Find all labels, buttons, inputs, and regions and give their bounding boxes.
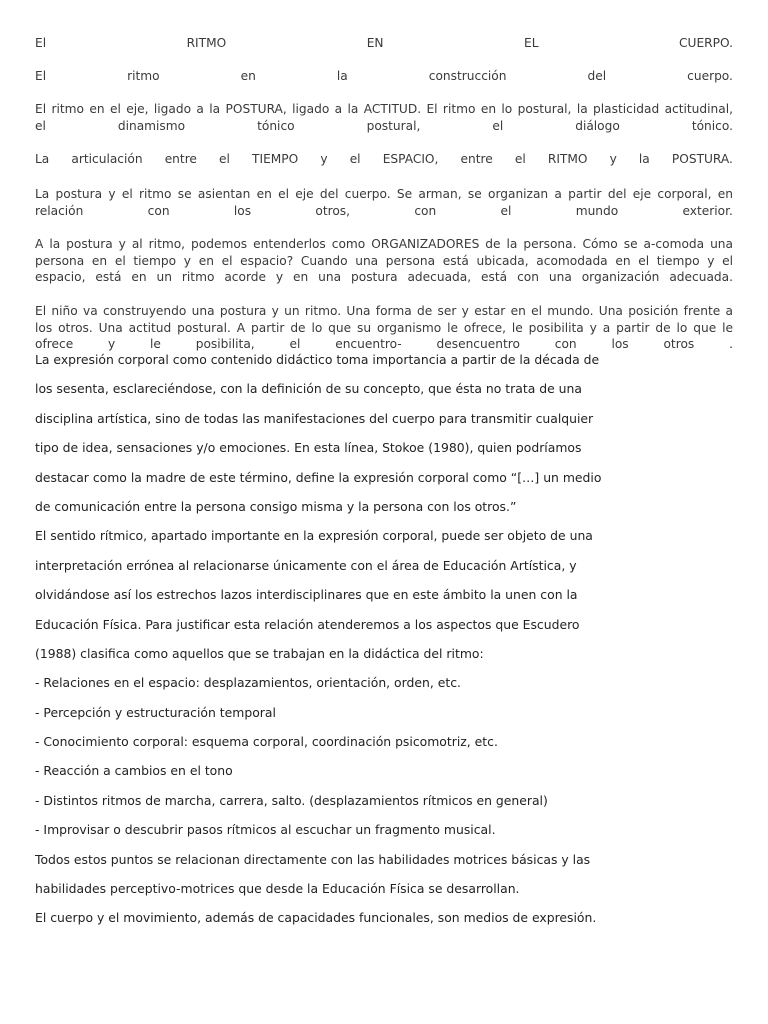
expresion-corporal-line: (1988) clasifica como aquellos que se trabajan en la didáctica del ritmo: [35, 645, 484, 661]
paragraph-articulacion-word: ESPACIO, [382, 152, 439, 166]
paragraph-nino-line-3 [35, 336, 733, 353]
paragraph-nino-line-3-word: posibilita, [195, 337, 255, 351]
expresion-corporal-line: disciplina artística, sino de todas las manifestaciones del cuerpo para transmitir cualquier [35, 410, 594, 426]
paragraph-eje [35, 101, 733, 134]
paragraph-nino-line-3-word: y [108, 337, 116, 351]
subtitle-ritmo-construccion-word: construcción [428, 69, 507, 83]
paragraph-articulacion-word: el [219, 152, 230, 166]
paragraph-postura-line-2-word: relación [35, 203, 84, 218]
paragraph-nino-line-3-word: con [554, 337, 577, 351]
document-title-word: EL [524, 36, 539, 50]
expresion-corporal-line: Educación Física. Para justificar esta relación atenderemos a los aspectos que Escudero [35, 616, 580, 632]
paragraph-articulacion-word: entre [460, 152, 493, 166]
subtitle-ritmo-construccion-word: El [35, 69, 47, 83]
expresion-corporal-line: olvidándose así los estrechos lazos interdisciplinares que en este ámbito la unen con la [35, 587, 578, 603]
document-title-word: CUERPO. [679, 36, 733, 50]
expresion-corporal-line: habilidades perceptivo-motrices que desde la Educación Física se desarrollan. [35, 881, 520, 897]
paragraph-nino-line-3-word: le [150, 337, 161, 351]
paragraph-postura [35, 186, 733, 219]
paragraph-nino [35, 303, 733, 353]
expresion-corporal-line: Todos estos puntos se relacionan directamente con las habilidades motrices básicas y las [35, 851, 591, 867]
section-expresion-corporal [35, 352, 675, 940]
paragraph-nino-line-3-word: otros [663, 337, 695, 351]
expresion-corporal-line: - Distintos ritmos de marcha, carrera, salto. (desplazamientos rítmicos en general) [35, 792, 548, 808]
paragraph-organizadores-line-3: espacio, está en un ritmo acorde y en una postura adecuada, está con una organización adecuada. [35, 270, 733, 284]
subtitle-ritmo-construccion-word: ritmo [127, 69, 160, 83]
paragraph-eje-line-2-word: el [492, 118, 504, 133]
expresion-corporal-line: El cuerpo y el movimiento, además de capacidades funcionales, son medios de expresión. [35, 910, 597, 926]
paragraph-postura-line-2-word: otros, [315, 203, 351, 218]
paragraph-eje-line-2-word: postural, [366, 118, 421, 133]
subtitle-ritmo-construccion-word: cuerpo. [687, 69, 733, 83]
paragraph-eje-line-1: El ritmo en el eje, ligado a la POSTURA, ligado a la ACTITUD. El ritmo en lo postural, la plasticidad actitudinal, [35, 102, 733, 116]
paragraph-nino-line-2: los otros. Una actitud postural. A partir de lo que su organismo le ofrece, le posibilita y a partir de lo que le [35, 320, 733, 335]
paragraph-articulacion-word: entre [164, 152, 197, 166]
paragraph-eje-line-2 [35, 118, 733, 135]
paragraph-postura-line-2-word: con [147, 203, 170, 218]
paragraph-articulacion-word: y [609, 152, 617, 166]
paragraph-eje-line-2-word: tónico [257, 118, 295, 133]
paragraph-articulacion [35, 151, 733, 168]
paragraph-eje-line-2-word: tónico. [691, 118, 733, 133]
paragraph-nino-line-1: El niño va construyendo una postura y un ritmo. Una forma de ser y estar en el mundo. Una posición frente a [35, 304, 733, 318]
subtitle-ritmo-construccion-word: en [240, 69, 256, 83]
paragraph-articulacion-word: la [638, 152, 650, 166]
paragraph-organizadores [35, 236, 733, 286]
paragraph-articulacion-word: articulación [71, 152, 143, 166]
paragraph-articulacion-word: TIEMPO [252, 152, 299, 166]
paragraph-organizadores-line-1: A la postura y al ritmo, podemos entenderlos como ORGANIZADORES de la persona. Cómo se a-comoda una [35, 237, 733, 251]
document-title-word: El [35, 36, 47, 50]
expresion-corporal-line: destacar como la madre de este término, define la expresión corporal como “[…] un medio [35, 469, 602, 485]
paragraph-nino-line-3-word: los [611, 337, 629, 351]
subtitle-ritmo-construccion-word: del [587, 69, 607, 83]
paragraph-postura-line-2 [35, 203, 733, 220]
paragraph-articulacion-word: y [320, 152, 328, 166]
paragraph-articulacion-word: RITMO [547, 152, 588, 166]
expresion-corporal-line: - Reacción a cambios en el tono [35, 763, 233, 779]
expresion-corporal-line: tipo de idea, sensaciones y/o emociones. En esta línea, Stokoe (1980), quien podríamos [35, 440, 582, 456]
subtitle-ritmo-construccion [35, 68, 733, 85]
paragraph-postura-line-2-word: con [414, 203, 437, 218]
paragraph-nino-line-3-word: desencuentro [436, 337, 520, 351]
paragraph-articulacion-word: el [514, 152, 526, 166]
expresion-corporal-line: de comunicación entre la persona consigo misma y la persona con los otros.” [35, 498, 517, 514]
expresion-corporal-line: La expresión corporal como contenido didáctico toma importancia a partir de la década de [35, 352, 600, 367]
paragraph-nino-line-3-word: . [729, 337, 733, 351]
paragraph-nino-line-3-word: el [289, 337, 301, 351]
paragraph-postura-line-1: La postura y el ritmo se asientan en el eje del cuerpo. Se arman, se organizan a partir del eje corporal, en [35, 187, 733, 201]
paragraph-nino-line-3-word: encuentro- [335, 337, 402, 351]
expresion-corporal-line: - Improvisar o descubrir pasos rítmicos al escuchar un fragmento musical. [35, 822, 496, 838]
expresion-corporal-line: - Relaciones en el espacio: desplazamientos, orientación, orden, etc. [35, 675, 461, 691]
paragraph-eje-line-2-word: diálogo [575, 118, 620, 133]
paragraph-articulacion-word: el [349, 152, 361, 166]
paragraph-postura-line-2-word: los [233, 203, 252, 218]
paragraph-postura-line-2-word: exterior. [682, 203, 733, 218]
paragraph-articulacion-word: La [35, 152, 50, 166]
paragraph-postura-line-2-word: mundo [575, 203, 619, 218]
expresion-corporal-line: los sesenta, esclareciéndose, con la definición de su concepto, que ésta no trata de una [35, 381, 582, 397]
paragraph-eje-line-2-word: el [35, 118, 46, 133]
expresion-corporal-line: interpretación errónea al relacionarse únicamente con el área de Educación Artística, y [35, 557, 577, 573]
expresion-corporal-line: - Conocimiento corporal: esquema corporal, coordinación psicomotriz, etc. [35, 734, 498, 750]
document-title-word: RITMO [186, 36, 227, 50]
expresion-corporal-line: El sentido rítmico, apartado importante en la expresión corporal, puede ser objeto de una [35, 528, 593, 544]
paragraph-eje-line-2-word: dinamismo [117, 118, 186, 133]
paragraph-articulacion-word: POSTURA. [671, 152, 733, 166]
expresion-corporal-line: - Percepción y estructuración temporal [35, 704, 276, 720]
document-title [35, 35, 733, 52]
document-title-word: EN [366, 36, 384, 50]
paragraph-organizadores-line-2: persona en el tiempo y en el espacio? Cuando una persona está ubicada, acomodada en el tiempo y el [35, 253, 733, 268]
paragraph-nino-line-3-word: ofrece [35, 337, 74, 351]
subtitle-ritmo-construccion-word: la [336, 69, 348, 83]
paragraph-postura-line-2-word: el [500, 203, 512, 218]
